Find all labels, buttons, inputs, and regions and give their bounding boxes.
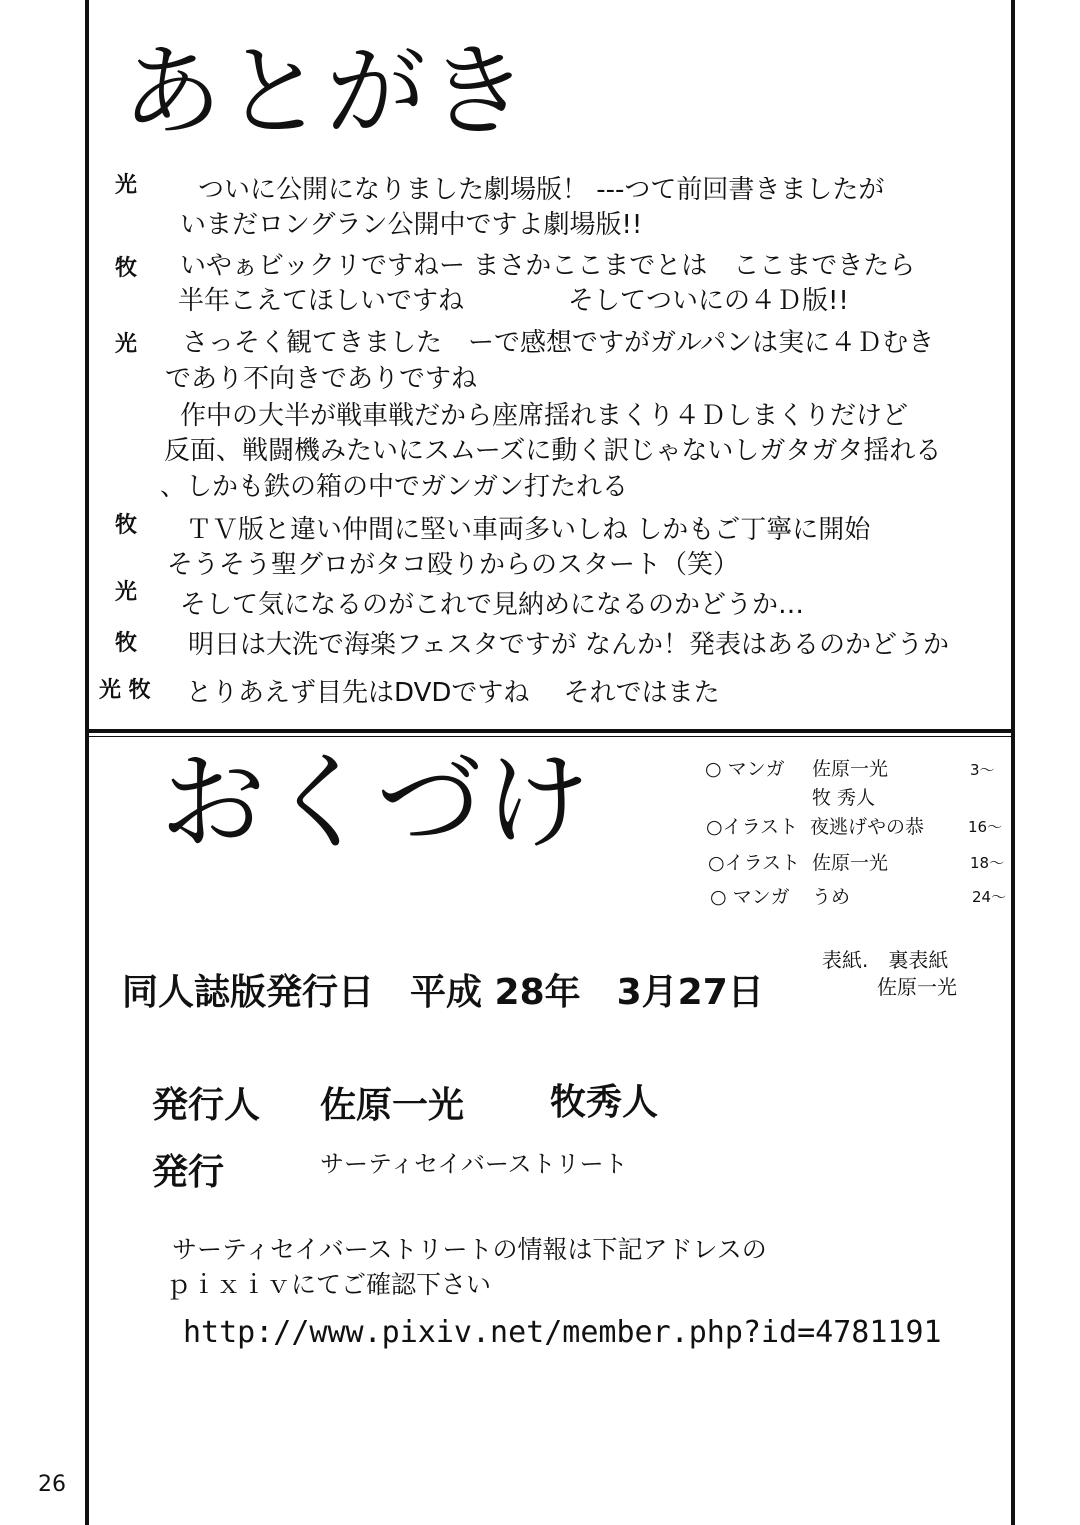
afterword-line: ＴＶ版と違い仲間に堅い車両多いしね しかもご丁寧に開始 (186, 515, 871, 545)
speaker-label: 牧 (115, 256, 138, 281)
page-number: 26 (38, 1472, 66, 1497)
cover-credit-name: 佐原一光 (877, 975, 957, 999)
afterword-title: あとがき (122, 33, 530, 150)
credit-page: 24～ (972, 888, 1007, 906)
afterword-line: ついに公開になりました劇場版！ ---つて前回書きましたが (198, 175, 885, 205)
speaker-label: 牧 (115, 631, 138, 656)
afterword-line: いやぁビックリですねー まさかここまでとは ここまできたら (180, 251, 916, 281)
info-line: サーティセイバーストリートの情報は下記アドレスの (172, 1235, 767, 1264)
speaker-label: 牧 (115, 513, 138, 538)
credit-name: 牧 秀人 (812, 787, 876, 809)
afterword-line: とりあえず目先はDVDですね それではまた (186, 678, 720, 708)
credit-role: ○ マンガ (710, 886, 790, 908)
section-divider (85, 729, 1015, 733)
publisher-name: 佐原一光 (320, 1085, 465, 1126)
publisher-label: 発行人 (152, 1085, 261, 1126)
afterword-line: そして気になるのがこれで見納めになるのかどうか… (180, 590, 805, 620)
credit-page: 18～ (970, 854, 1005, 872)
credit-page: 3～ (970, 761, 995, 779)
afterword-line: 明日は大洗で海楽フェスタですが なんか！発表はあるのかどうか (188, 630, 949, 660)
afterword-line: さっそく観てきました ーで感想ですがガルパンは実に４Ｄむき (182, 328, 935, 358)
credit-name: 佐原一光 (812, 758, 889, 780)
publisher-name: 牧秀人 (550, 1082, 659, 1123)
cover-credit-label: 表紙. 裏表紙 (822, 948, 949, 972)
afterword-line: 作中の大半が戦車戦だから座席揺れまくり４Ｄしまくりだけど (180, 401, 909, 431)
afterword-line: 半年こえてほしいですね そしてついにの４Ｄ版!! (178, 286, 849, 316)
afterword-line: 反面、戦闘機みたいにスムーズに動く訳じゃないしガタガタ揺れる (164, 436, 942, 466)
speaker-label: 光 (115, 580, 138, 605)
afterword-line: いまだロングラン公開中ですよ劇場版!! (180, 210, 643, 240)
afterword-line: であり不向きでありですね (165, 364, 478, 394)
afterword-line: そうそう聖グロがタコ殴りからのスタート（笑） (167, 550, 740, 580)
issuer-name: サーティセイバーストリート (320, 1150, 628, 1178)
afterword-line: 、しかも鉄の箱の中でガンガン打たれる (160, 472, 629, 502)
issue-date: 同人誌版発行日 平成 28年 3月27日 (122, 972, 764, 1013)
speaker-label: 光 (115, 173, 138, 198)
issuer-label: 発行 (152, 1152, 225, 1193)
colophon-title: おくづけ (160, 741, 592, 864)
credit-name: 佐原一光 (812, 852, 889, 874)
credit-role: ○ マンガ (705, 758, 785, 780)
pixiv-url-link[interactable]: http://www.pixiv.net/member.php?id=4781191 (183, 1315, 942, 1350)
credit-page: 16～ (968, 818, 1003, 836)
section-divider-thin (85, 736, 1015, 737)
speaker-label: 光 牧 (99, 678, 151, 703)
credit-role: ○イラスト (706, 816, 799, 838)
speaker-label: 光 (115, 332, 138, 357)
credit-name: うめ (812, 886, 851, 908)
info-line: ｐｉｘｉｖにてご確認下さい (166, 1270, 492, 1299)
credit-name: 夜逃げやの恭 (810, 816, 925, 838)
credit-role: ○イラスト (708, 852, 801, 874)
